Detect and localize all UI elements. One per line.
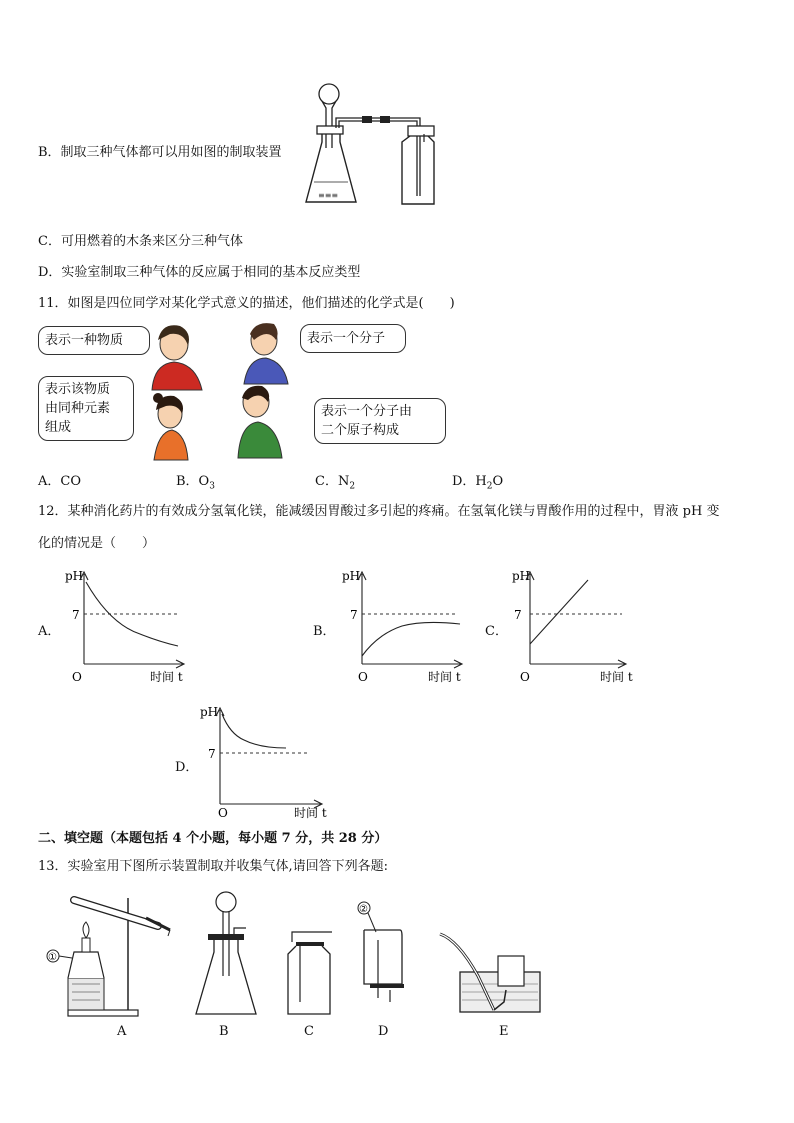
- mark-1: ①: [48, 952, 57, 963]
- graph-d-curve: [222, 714, 286, 748]
- svg-text:O: O: [218, 806, 228, 820]
- q12-stem-line1: 12．某种消化药片的有效成分氢氧化镁，能减缓因胃酸过多引起的疼痛。在氢氧化镁与胃酸作用的过程中，胃液 pH 变: [38, 504, 720, 519]
- svg-text:pH: pH: [512, 569, 531, 583]
- svg-text:≡≡≡: ≡≡≡: [318, 191, 339, 200]
- q10-option-b: B．制取三种气体都可以用如图的制取装置: [38, 145, 282, 160]
- speech-bubble-1: 表示一种物质: [38, 326, 150, 355]
- apparatus-label-c: C: [304, 1024, 314, 1039]
- svg-text:O: O: [520, 670, 530, 684]
- lab-apparatus-image: [38, 880, 558, 1040]
- q11-stem: 11．如图是四位同学对某化学式意义的描述，他们描述的化学式是( ): [38, 296, 455, 311]
- graph-c: [500, 566, 640, 688]
- q11-option-c: C．$N_2$: [315, 474, 356, 492]
- students-illustration: [140, 318, 300, 463]
- graph-a: [60, 566, 200, 688]
- apparatus-label-b: B: [219, 1024, 229, 1039]
- q11-option-b: B．$O_3$: [176, 474, 215, 492]
- svg-text:7: 7: [350, 608, 358, 622]
- graph-a-xlabel: 时间 t: [150, 670, 183, 684]
- graph-b-label: B．: [313, 624, 336, 639]
- bubble4-line-1: 表示一个分子由: [321, 404, 413, 419]
- bubble3-line-2: 由同种元素: [45, 401, 111, 416]
- graph-a-label: A．: [38, 624, 61, 639]
- graph-c-label: C．: [485, 624, 508, 639]
- q12-stem-line2: 化的情况是（ ）: [38, 536, 156, 551]
- section2-heading: 二、填空题（本题包括 4 个小题，每小题 7 分，共 28 分）: [38, 831, 388, 846]
- graph-a-origin: O: [72, 670, 82, 684]
- q13-stem: 13．实验室用下图所示装置制取并收集气体,请回答下列各题:: [38, 859, 389, 874]
- bubble4-line-2: 二个原子构成: [321, 423, 400, 438]
- graph-a-seven: 7: [72, 608, 80, 622]
- graph-a-ylabel: pH: [65, 569, 84, 583]
- graph-d: [196, 702, 341, 824]
- svg-text:7: 7: [514, 608, 522, 622]
- apparatus-label-e: E: [499, 1024, 509, 1039]
- apparatus-label-a: A: [117, 1024, 127, 1039]
- speech-bubble-2: 表示一个分子: [300, 324, 406, 353]
- svg-text:7: 7: [208, 747, 216, 761]
- speech-bubble-3: [38, 376, 134, 441]
- graph-b-curve: [362, 622, 460, 656]
- bubble3-line-1: 表示该物质: [45, 382, 111, 397]
- svg-text:pH: pH: [342, 569, 361, 583]
- graph-d-label: D．: [175, 760, 199, 775]
- q11-option-a: A．CO: [38, 474, 81, 489]
- q11-option-d: D．$H_2O$: [452, 474, 504, 492]
- graph-b: [338, 566, 478, 688]
- bubble3-line-3: 组成: [45, 420, 72, 435]
- svg-text:时间 t: 时间 t: [428, 670, 461, 684]
- svg-text:pH: pH: [200, 705, 219, 719]
- mark-2: ②: [359, 904, 368, 915]
- q10-option-c: C．可用燃着的木条来区分三种气体: [38, 234, 243, 249]
- svg-text:O: O: [358, 670, 368, 684]
- apparatus-label-d: D: [378, 1024, 389, 1039]
- q10-option-d: D．实验室制取三种气体的反应属于相同的基本反应类型: [38, 265, 361, 280]
- graph-c-line: [530, 580, 588, 644]
- speech-bubble-4: [314, 398, 446, 444]
- svg-text:时间 t: 时间 t: [294, 806, 327, 820]
- gas-generator-apparatus-image: [300, 78, 450, 210]
- svg-text:时间 t: 时间 t: [600, 670, 633, 684]
